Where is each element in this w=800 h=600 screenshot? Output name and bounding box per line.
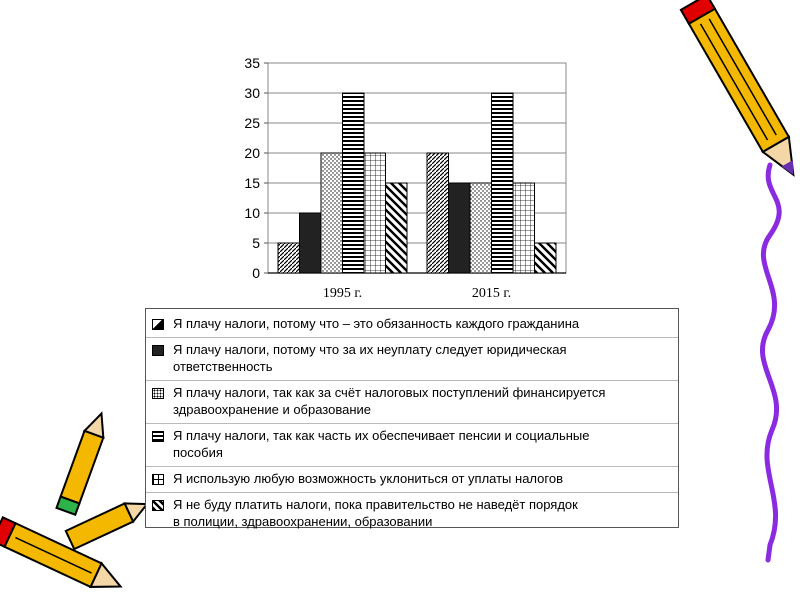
legend-label: Я плачу налоги, так как часть их обеспечивает пенсии и социальные bbox=[173, 428, 590, 443]
legend-divider bbox=[146, 466, 678, 467]
bar bbox=[449, 183, 471, 273]
legend-divider bbox=[146, 492, 678, 493]
legend-label: Я не буду платить налоги, пока правительство не наведёт порядок bbox=[173, 497, 578, 512]
pencils-icon bbox=[0, 410, 151, 598]
y-tick-label: 0 bbox=[252, 265, 260, 281]
legend-divider bbox=[146, 423, 678, 424]
bar bbox=[513, 183, 535, 273]
x-tick-label: 2015 г. bbox=[471, 286, 512, 300]
legend-label: здравоохранение и образование bbox=[173, 402, 372, 417]
legend-label: Я плачу налоги, потому что за их неуплату следует юридическая bbox=[173, 342, 567, 357]
bar bbox=[321, 153, 343, 273]
legend-swatch bbox=[152, 474, 164, 485]
bar bbox=[343, 93, 365, 273]
y-tick-label: 20 bbox=[244, 145, 260, 161]
y-tick-label: 5 bbox=[252, 235, 260, 251]
bar bbox=[492, 93, 514, 273]
y-tick-label: 25 bbox=[244, 115, 260, 131]
legend-label: в полиции, здравоохранении, образовании bbox=[173, 514, 433, 529]
y-tick-label: 15 bbox=[244, 175, 260, 191]
legend-label: Я использую любую возможность уклониться от уплаты налогов bbox=[173, 471, 563, 486]
y-tick-label: 10 bbox=[244, 205, 260, 221]
chart-legend bbox=[145, 308, 679, 528]
legend-label: Я плачу налоги, так как за счёт налоговых поступлений финансируется bbox=[173, 385, 606, 400]
y-tick-label: 35 bbox=[244, 55, 260, 71]
legend-label: пособия bbox=[173, 445, 223, 460]
legend-swatch bbox=[152, 388, 164, 399]
legend-label: ответственность bbox=[173, 359, 273, 374]
bar bbox=[386, 183, 408, 273]
bar bbox=[470, 183, 492, 273]
bar bbox=[535, 243, 557, 273]
legend-swatch bbox=[152, 431, 164, 442]
bar bbox=[364, 153, 386, 273]
legend-swatch bbox=[152, 319, 164, 330]
legend-label: Я плачу налоги, потому что – это обязанность каждого гражданина bbox=[173, 316, 580, 331]
legend-divider bbox=[146, 337, 678, 338]
y-tick-label: 30 bbox=[244, 85, 260, 101]
bar bbox=[300, 213, 322, 273]
x-tick-label: 1995 г. bbox=[322, 286, 363, 300]
legend-swatch bbox=[152, 345, 164, 356]
bar bbox=[427, 153, 449, 273]
legend-swatch bbox=[152, 500, 164, 511]
legend-divider bbox=[146, 380, 678, 381]
bar bbox=[278, 243, 300, 273]
